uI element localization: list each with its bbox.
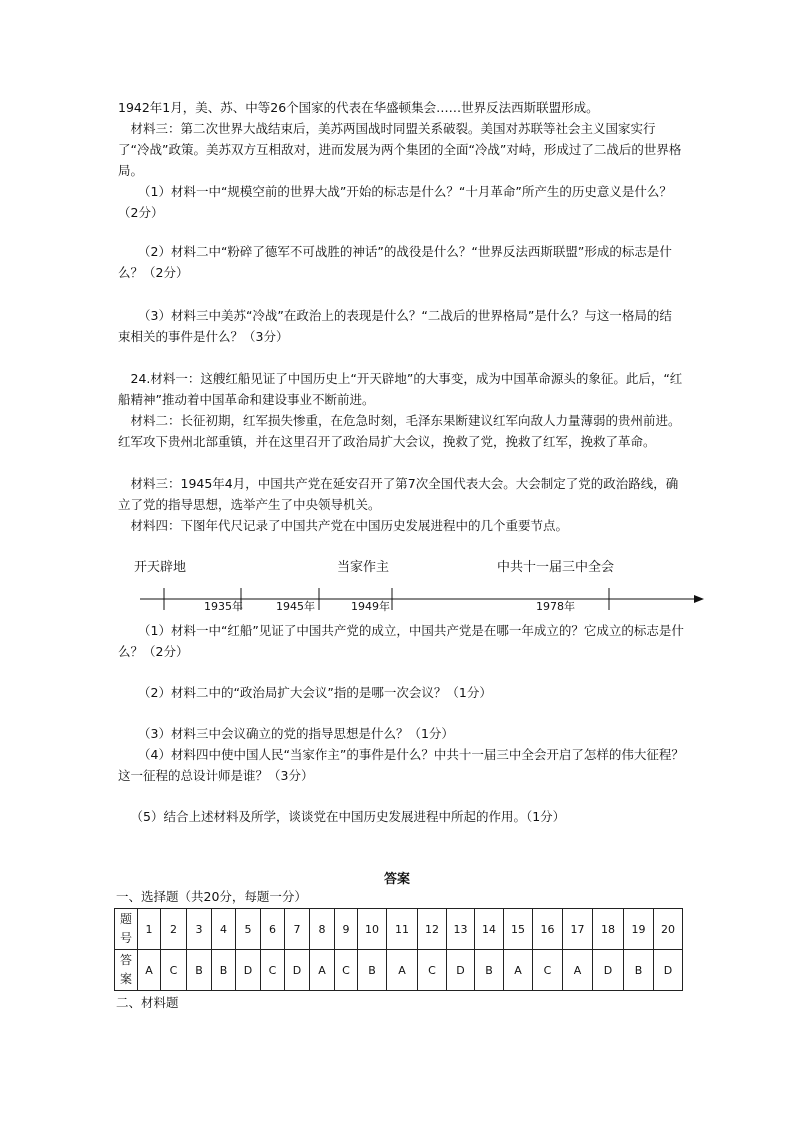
timeline-year-1949: 1949年 [351, 600, 390, 613]
question-24-material-4: 材料四：下图年代尺记录了中国共产党在中国历史发展进程中的几个重要节点。 [130, 518, 569, 533]
question-number-cell: 13 [447, 909, 475, 950]
question-3: （3）材料三中美苏“冷战”在政治上的表现是什么？“二战后的世界格局”是什么？与这一格局的结束相关的事件是什么？（3分） [118, 308, 672, 344]
question-number-cell: 10 [358, 909, 387, 950]
sub-question-1: （1）材料一中“红船”见证了中国共产党的成立，中国共产党是在哪一年成立的？它成立的标志是什么？（2分） [118, 623, 684, 659]
timeline-year-1978: 1978年 [536, 600, 575, 613]
answers-row-choices [115, 950, 683, 991]
answer-choice-cell: C [261, 950, 285, 991]
row-header-answer: 答案 [115, 950, 138, 991]
timeline-diagram [0, 550, 794, 620]
question-1: （1）材料一中“规模空前的世界大战”开始的标志是什么？“十月革命”所产生的历史意义是什么？（2分） [118, 184, 672, 220]
answer-choice-cell: D [593, 950, 624, 991]
timeline-label-third-plenum: 中共十一届三中全会 [497, 560, 615, 575]
question-number-cell: 2 [161, 909, 187, 950]
answer-choice-cell: C [533, 950, 563, 991]
question-number-cell: 16 [533, 909, 563, 950]
question-number-cell: 11 [387, 909, 418, 950]
answers-table [114, 908, 683, 991]
answer-choice-cell: A [138, 950, 161, 991]
question-number-cell: 12 [418, 909, 447, 950]
timeline-year-1935: 1935年 [204, 600, 243, 613]
answers-row-numbers [115, 909, 683, 950]
answers-title: 答案 [383, 872, 410, 887]
answer-choice-cell: D [447, 950, 475, 991]
sub-question-3: （3）材料三中会议确立的党的指导思想是什么？（1分） [138, 726, 454, 741]
line-1942: 1942年1月，美、苏、中等26个国家的代表在华盛顿集会……世界反法西斯联盟形成。 [118, 100, 599, 115]
answer-choice-cell: B [212, 950, 236, 991]
sub-question-4: （4）材料四中使中国人民“当家作主”的事件是什么？中共十一届三中全会开启了怎样的伟大征程？这一征程的总设计师是谁？（3分） [118, 747, 684, 783]
question-number-cell: 8 [310, 909, 335, 950]
question-2: （2）材料二中“粉碎了德军不可战胜的神话”的战役是什么？“世界反法西斯联盟”形成的标志是什么？（2分） [118, 244, 672, 280]
timeline-label-dangjia: 当家作主 [337, 560, 390, 575]
answer-choice-cell: D [236, 950, 261, 991]
answer-choice-cell: C [161, 950, 187, 991]
timeline-year-1945: 1945年 [276, 600, 315, 613]
row-header-number: 题号 [115, 909, 138, 950]
answer-choice-cell: C [335, 950, 358, 991]
question-number-cell: 1 [138, 909, 161, 950]
question-number-cell: 4 [212, 909, 236, 950]
answer-choice-cell: B [358, 950, 387, 991]
question-number-cell: 19 [624, 909, 654, 950]
answer-choice-cell: B [624, 950, 654, 991]
sub-question-5: （5）结合上述材料及所学，谈谈党在中国历史发展进程中所起的作用。（1分） [130, 809, 566, 824]
question-number-cell: 15 [504, 909, 533, 950]
question-number-cell: 3 [187, 909, 212, 950]
question-number-cell: 18 [593, 909, 624, 950]
question-number-cell: 17 [563, 909, 593, 950]
answer-choice-cell: A [504, 950, 533, 991]
timeline-axis [0, 550, 794, 620]
answer-choice-cell: B [187, 950, 212, 991]
question-number-cell: 5 [236, 909, 261, 950]
timeline-label-kaitian: 开天辟地 [134, 560, 187, 575]
question-number-cell: 9 [335, 909, 358, 950]
answer-choice-cell: A [563, 950, 593, 991]
question-number-cell: 6 [261, 909, 285, 950]
sub-question-2: （2）材料二中的“政治局扩大会议”指的是哪一次会议？（1分） [138, 685, 492, 700]
answers-section-2: 二、材料题 [116, 995, 179, 1010]
answer-choice-cell: B [475, 950, 504, 991]
question-24-material-3: 材料三：1945年4月，中国共产党在延安召开了第7次全国代表大会。大会制定了党的政治路线，确立了党的指导思想，选举产生了中央领导机关。 [118, 476, 679, 512]
question-24-material-1: 24.材料一：这艘红船见证了中国历史上“开天辟地”的大事变，成为中国革命源头的象征。此后，“红船精神”推动着中国革命和建设事业不断前进。 [118, 371, 683, 407]
answers-section-1: 一、选择题（共20分，每题一分） [116, 889, 307, 904]
question-number-cell: 7 [285, 909, 310, 950]
answer-choice-cell: D [285, 950, 310, 991]
question-number-cell: 20 [654, 909, 683, 950]
question-24-material-2: 材料二：长征初期，红军损失惨重，在危急时刻，毛泽东果断建议红军向敌人力量薄弱的贵州前进。红军攻下贵州北部重镇，并在这里召开了政治局扩大会议，挽救了党，挽救了红军，挽救了革命。 [118, 413, 681, 449]
answer-choice-cell: A [310, 950, 335, 991]
answer-choice-cell: A [387, 950, 418, 991]
material-3: 材料三：第二次世界大战结束后，美苏两国战时同盟关系破裂。美国对苏联等社会主义国家实行了“冷战”政策。美苏双方互相敌对，进而发展为两个集团的全面“冷战”对峙，形成过了二战后的世界格局。 [118, 121, 682, 178]
question-number-cell: 14 [475, 909, 504, 950]
answer-choice-cell: D [654, 950, 683, 991]
answer-choice-cell: C [418, 950, 447, 991]
